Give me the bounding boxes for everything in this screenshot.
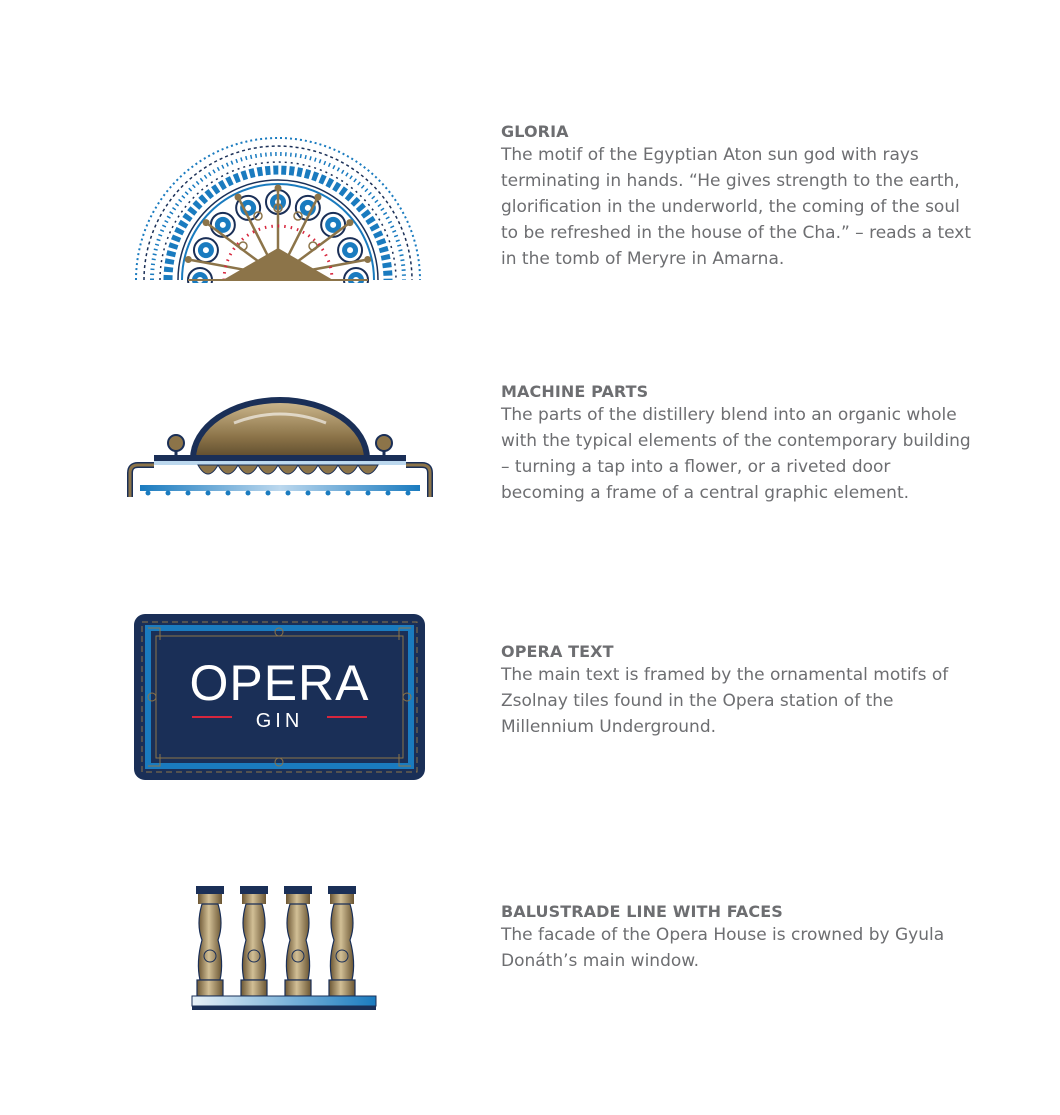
balustrade-title: BALUSTRADE LINE WITH FACES — [501, 902, 783, 921]
machine-dome-illustration — [124, 393, 436, 505]
machine-parts-description — [501, 382, 971, 506]
balustrade-motif — [188, 884, 380, 1016]
opera-text-title: OPERA TEXT — [501, 642, 614, 661]
gloria-sun-illustration — [128, 98, 428, 283]
balustrade-description — [501, 902, 971, 974]
machine-parts-text: The parts of the distillery blend into an organic whole with the typical elements of the contemporary building – turning a tap into a flower, or a riveted door becoming a frame of a central graphic element. — [501, 405, 971, 503]
label-product-text: GIN — [255, 710, 304, 732]
balustrade-illustration — [188, 884, 380, 1016]
label-brand-text: OPERA — [189, 655, 370, 711]
opera-text-text: The main text is framed by the ornamental motifs of Zsolnay tiles found in the Opera station of the Millennium Underground. — [501, 665, 949, 737]
gloria-motif — [128, 98, 428, 283]
gloria-text: The motif of the Egyptian Aton sun god with rays terminating in hands. “He gives strength to the earth, glorification in the underworld, the coming of the soul to be refreshed in the house of the Cha.” – reads a text in the tomb of Meryre in Amarna. — [501, 145, 972, 269]
gloria-description — [501, 122, 971, 272]
machine-parts-title: MACHINE PARTS — [501, 382, 649, 401]
opera-gin-label — [134, 614, 425, 780]
opera-text-description — [501, 642, 971, 740]
machine-parts-motif — [124, 393, 436, 505]
balustrade-text: The facade of the Opera House is crowned by Gyula Donáth’s main window. — [501, 925, 945, 971]
gloria-title: GLORIA — [501, 122, 569, 141]
